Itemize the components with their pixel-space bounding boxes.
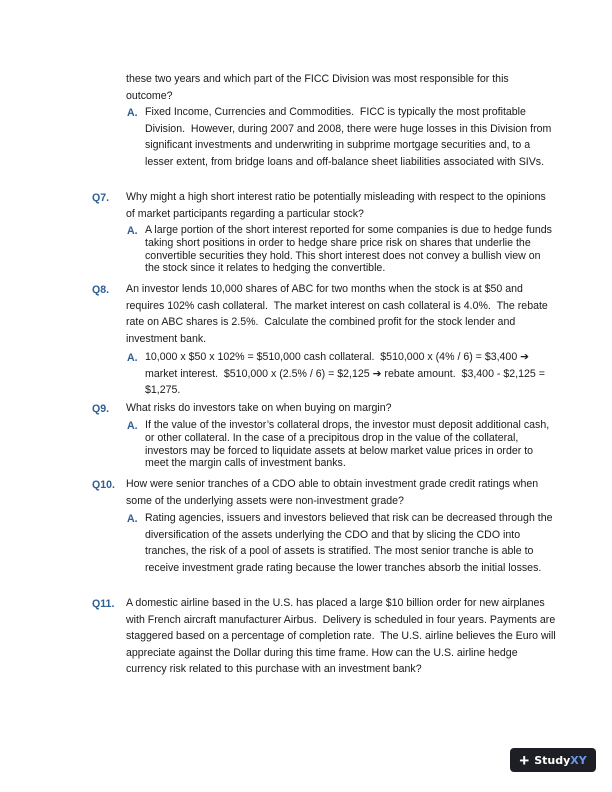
question-label-q10: Q10. bbox=[92, 479, 115, 491]
answer-label: A. bbox=[127, 420, 138, 432]
question-text-q11: A domestic airline based in the U.S. has placed a large $10 billion order for new airplanes with French aircraft manufacturer Airbus. Delivery is scheduled in four years. Payments are staggered based on a percentage of completion rate. The U.S. airline believes the Euro will appreciate against the Dollar during this time frame. How can the U.S. airline hedge currency risk related to this purchase with an investment bank? bbox=[126, 597, 559, 675]
studyxy-badge[interactable] bbox=[510, 748, 596, 772]
answer-label: A. bbox=[127, 513, 138, 525]
question-label-q11: Q11. bbox=[92, 598, 115, 610]
answer-text: A large portion of the short interest reported for some companies is due to hedge funds taking short positions in order to hedge share price risk on shares that underlie the convertible securities they hold. This short interest does not convey a bullish view on the stock since it relates to hedging the convertible. bbox=[145, 224, 555, 275]
question-label-q7: Q7. bbox=[92, 192, 110, 204]
question-text-q9: What risks do investors take on when buying on margin? bbox=[126, 402, 392, 414]
question-text-q10: How were senior tranches of a CDO able to obtain investment grade credit ratings when some of the underlying assets were non-investment grade? bbox=[126, 478, 542, 507]
answer-label: A. bbox=[127, 352, 138, 364]
brand-name: StudyXY bbox=[534, 753, 587, 767]
plus-icon: + bbox=[519, 750, 530, 770]
answer-text: If the value of the investor’s collateral drops, the investor must deposit additional cash, or other collateral. In the case of a precipitous drop in the value of the collateral, investors may be forced to liquidate assets at below market value prices in order to meet the margin calls of investment banks. bbox=[145, 419, 553, 470]
answer-text: Fixed Income, Currencies and Commodities. FICC is typically the most profitable Division. However, during 2007 and 2008, there were huge losses in this Division from significant investments and underwriting in subprime mortgage securities and, to a lesser extent, from bridge loans and off-balance sheet liabilities associated with SIVs. bbox=[145, 106, 555, 168]
question-text-q8: An investor lends 10,000 shares of ABC for two months when the stock is at $50 and requires 102% cash collateral. The market interest on cash collateral is 4.0%. The rebate rate on ABC shares is 2.5%. Calculate the combined profit for the stock lender and investment bank. bbox=[126, 283, 551, 345]
answer-label: A. bbox=[127, 107, 138, 119]
answer-label: A. bbox=[127, 225, 138, 237]
answer-text: Rating agencies, issuers and investors believed that risk can be decreased through the diversification of the assets underlying the CDO and that by slicing the CDO into tranches, the risk of a pool of assets is stratified. The most senior tranche is able to receive investment grade rating because the lower tranches absorb the initial losses. bbox=[145, 512, 556, 574]
question-label-q8: Q8. bbox=[92, 284, 110, 296]
answer-text: 10,000 x $50 x 102% = $510,000 cash collateral. $510,000 x (4% / 6) = $3,400 ➔ market interest. $510,000 x (2.5% / 6) = $2,125 ➔ rebate amount. $3,400 - $2,125 = $1,275. bbox=[145, 351, 548, 396]
question-label-q9: Q9. bbox=[92, 403, 110, 415]
intro-text: these two years and which part of the FICC Division was most responsible for this outcome? bbox=[126, 73, 512, 102]
question-text-q7: Why might a high short interest ratio be potentially misleading with respect to the opinions of market participants regarding a particular stock? bbox=[126, 191, 549, 220]
